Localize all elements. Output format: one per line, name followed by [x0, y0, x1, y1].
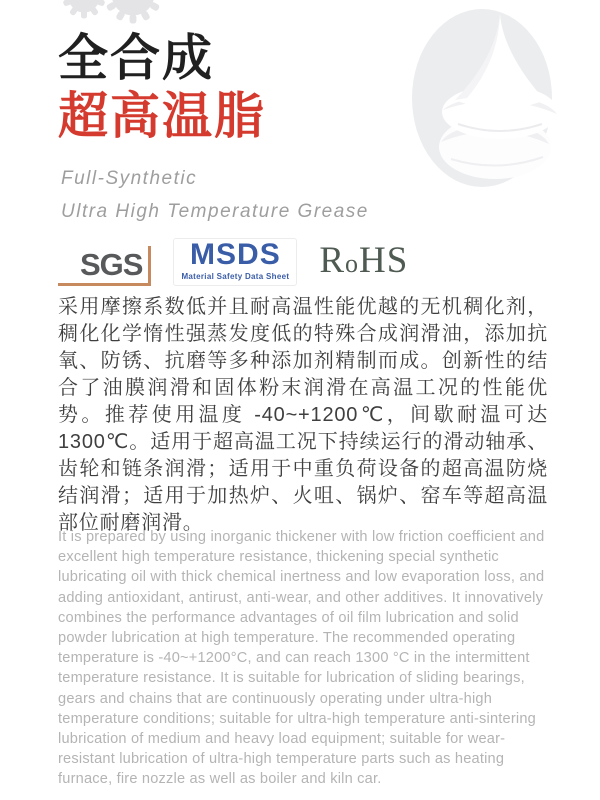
subtitle-line1: Full-Synthetic: [61, 168, 198, 189]
msds-logo: [173, 238, 297, 286]
msds-logo-text: MSDS: [190, 238, 281, 271]
rohs-letter-r: R: [319, 240, 345, 281]
gear-decoration: [56, 0, 186, 32]
msds-logo-subtext: Material Safety Data Sheet: [181, 272, 290, 281]
gears-icon: [56, 0, 186, 32]
page-title-cn-line2: 超高温脂: [58, 88, 266, 144]
sgs-logo: [58, 246, 151, 286]
page-title-cn-line1: 全合成: [58, 30, 214, 86]
product-photo: [403, 4, 571, 192]
description-english: It is prepared by using inorganic thickener with low friction coefficient and excellent high temperature resistance, thickening special synthetic lubricating oil with thick chemical inertness and low evaporation loss, and adding antioxidant, antirust, anti-wear, and other additives. It innovatively combines the performance advantages of oil film lubrication and solid powder lubrication at high temperature. The recommended operating temperature is -40~+1200°C, and can reach 1300 °C in the intermittent temperature resistance. It is suitable for lubrication of sliding bearings, gears and chains that are continuously operating under ultra-high temperature conditions; suitable for ultra-high temperature anti-sintering lubrication of medium and heavy load equipment; suitable for wear-resistant lubrication of ultra-high temperature parts such as heating furnace, fire nozzle as well as boiler and kiln car.: [58, 529, 545, 788]
description-chinese: 采用摩擦系数低并且耐高温性能优越的无机稠化剂，稠化化学惰性强蒸发度低的特殊合成润滑油，添加抗氧、防锈、抗磨等多种添加剂精制而成。创新性的结合了油膜润滑和固体粉末润滑在高温工况的性能优势。推荐使用温度 -40~+1200℃，间歇耐温可达 1300℃。适用于超高温工况下持续运行的滑动轴承、齿轮和链条润滑；适用于中重负荷设备的超高温防烧结润滑；适用于加热炉、火咀、锅炉、窑车等超高温部位耐磨润滑。: [58, 296, 548, 534]
sgs-logo-text: SGS: [80, 247, 143, 282]
rohs-logo: [319, 241, 408, 286]
page-subtitle-en: [61, 162, 369, 228]
rohs-letter-o: o: [345, 249, 359, 278]
subtitle-line2: Ultra High Temperature Grease: [61, 201, 369, 222]
rohs-letters-hs: HS: [359, 240, 409, 281]
grease-dollop-image: [403, 4, 571, 192]
certification-logos: [58, 238, 408, 286]
